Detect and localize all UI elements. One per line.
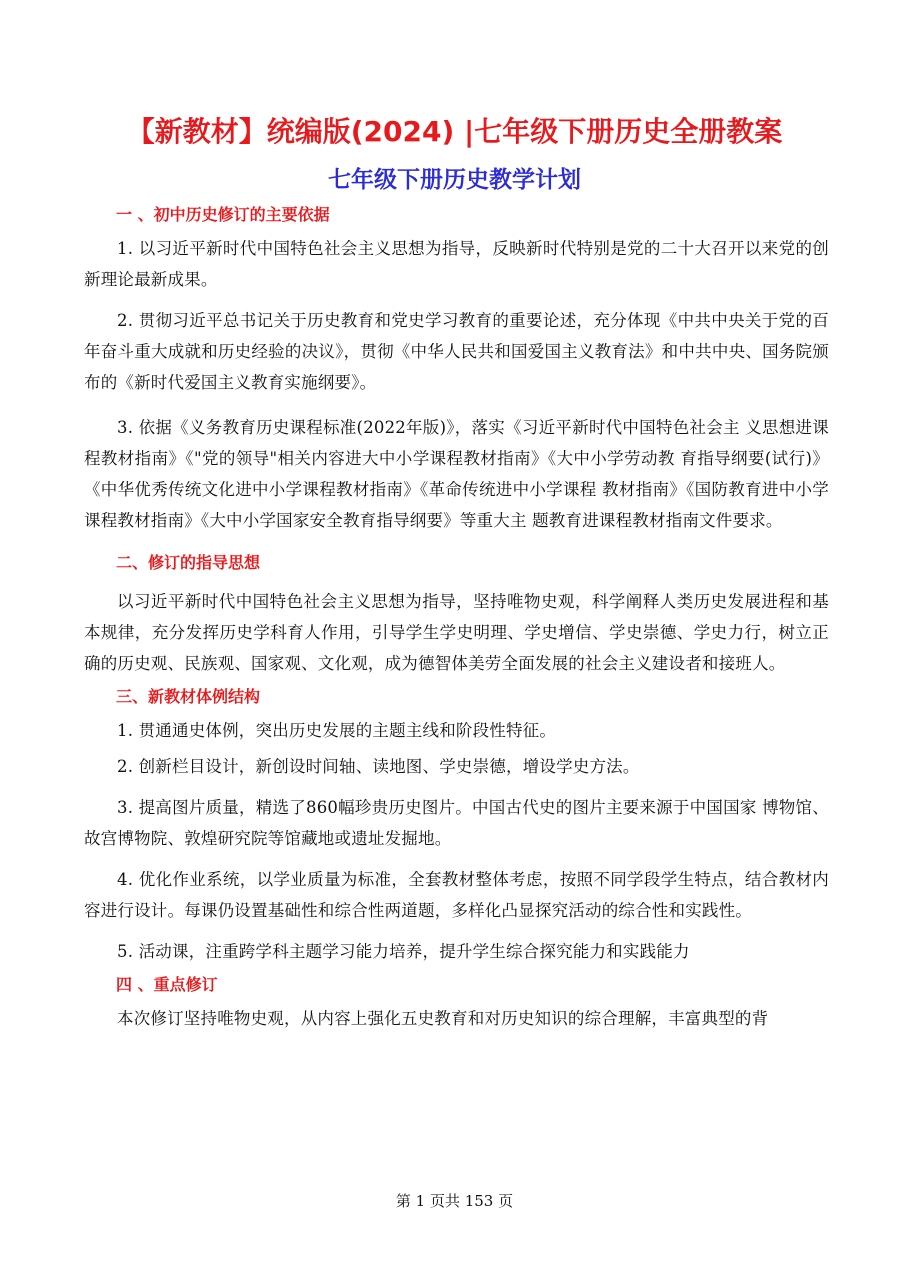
paragraph: 2. 创新栏目设计，新创设时间轴、读地图、学史崇德，增设学史方法。 xyxy=(117,757,640,776)
paragraph: 1. 贯通通史体例，突出历史发展的主题主线和阶段性特征。 xyxy=(117,721,557,740)
section-heading-3: 三、新教材体例结构 xyxy=(116,687,261,706)
paragraph: 本次修订坚持唯物史观，从内容上强化五史教育和对历史知识的综合理解，丰富典型的背 xyxy=(117,1009,769,1028)
document-subtitle: 七年级下册历史教学计划 xyxy=(328,167,581,193)
paragraph: 2. 贯彻习近平总书记关于历史教育和党史学习教育的重要论述，充分体现《中共中央关于党的百年奋斗重大成就和历史经验的决议》，贯彻《中华人民共和国爱国主义教育法》和中共中央、国务院颁布的《新时代爱国主义教育实施纲要》。 xyxy=(84,311,829,392)
section-heading-2: 二、修订的指导思想 xyxy=(116,553,261,572)
paragraph: 5. 活动课，注重跨学科主题学习能力培养，提升学生综合探究能力和实践能力 xyxy=(117,942,690,961)
section-heading-4: 四 、重点修订 xyxy=(116,975,218,994)
paragraph: 1. 以习近平新时代中国特色社会主义思想为指导，反映新时代特别是党的二十大召开以来党的创新理论最新成果。 xyxy=(84,239,829,289)
document-title: 【新教材】统编版(2024) |七年级下册历史全册教案 xyxy=(126,115,783,148)
paragraph: 以习近平新时代中国特色社会主义思想为指导，坚持唯物史观，科学阐释人类历史发展进程和基本规律，充分发挥历史学科育人作用，引导学生学史明理、学史增信、学史崇德、学史力行，树立正确的历史观、民族观、国家观、文化观，成为德智体美劳全面发展的社会主义建设者和接班人。 xyxy=(84,592,829,673)
page-footer: 第 1 页共 153 页 xyxy=(395,1192,514,1210)
document-body xyxy=(84,202,829,1034)
paragraph: 4. 优化作业系统，以学业质量为标准，全套教材整体考虑，按照不同学段学生特点，结合教材内容进行设计。每课仍设置基础性和综合性两道题，多样化凸显探究活动的综合性和实践性。 xyxy=(84,870,829,920)
paragraph: 3. 提高图片质量，精选了860幅珍贵历史图片。中国古代史的图片主要来源于中国国家 博物馆、故宫博物院、敦煌研究院等馆藏地或遗址发掘地。 xyxy=(84,798,829,848)
paragraph: 3. 依据《义务教育历史课程标准(2022年版)》，落实《习近平新时代中国特色社会主 义思想进课程教材指南》《"党的领导"相关内容进大中小学课程教材指南》《大中小学劳动教 育指导纲要(试行)》《中华优秀传统文化进中小学课程教材指南》《革命传统进中小学课程 教材指南》《国防教育进中小学课程教材指南》《大中小学国家安全教育指导纲要》等重大主 题教育进课程教材指南文件要求。 xyxy=(84,418,829,530)
section-heading-1: 一 、初中历史修订的主要依据 xyxy=(116,205,330,224)
